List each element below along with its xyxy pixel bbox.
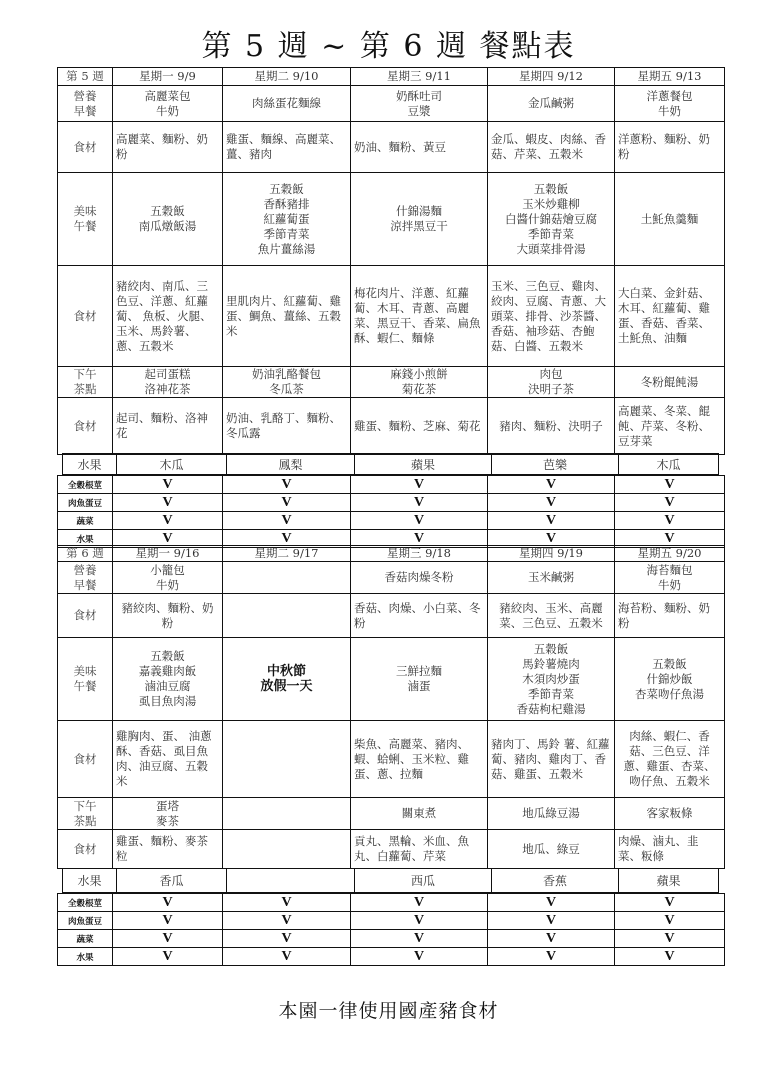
fruit-cell: 芭樂 bbox=[492, 454, 619, 475]
lunch-ingredients-cell: 雞胸肉、蛋、 油蔥酥、香菇、虱目魚肉、油豆腐、五穀米 bbox=[113, 721, 223, 798]
check-mark: V bbox=[223, 530, 351, 548]
day-header: 星期五 9/20 bbox=[615, 546, 725, 562]
row-label: 食材 bbox=[58, 830, 113, 869]
row-label: 下午 茶點 bbox=[58, 367, 113, 398]
breakfast-cell: 高麗菜包 牛奶 bbox=[113, 86, 223, 122]
snack-ingredients-row bbox=[58, 398, 725, 455]
lunch-ingredients-cell: 梅花肉片、洋蔥、紅蘿蔔、木耳、青蔥、高麗菜、黑豆干、香菜、扁魚酥、蝦仁、麵條 bbox=[351, 266, 488, 367]
check-mark: V bbox=[615, 512, 725, 530]
lunch-ingredients-row bbox=[58, 266, 725, 367]
row-label: 食材 bbox=[58, 398, 113, 455]
breakfast-ingredients-cell: 金瓜、蝦皮、肉絲、香菇、芹菜、五穀米 bbox=[488, 122, 615, 173]
food-group-row bbox=[58, 930, 725, 948]
check-mark: V bbox=[113, 530, 223, 548]
check-mark: V bbox=[223, 912, 351, 930]
row-label: 食材 bbox=[58, 594, 113, 638]
check-mark: V bbox=[223, 512, 351, 530]
lunch-ingredients-cell: 里肌肉片、紅蘿蔔、雞蛋、鯛魚、薑絲、五穀米 bbox=[223, 266, 351, 367]
check-mark: V bbox=[223, 894, 351, 912]
snack-ingredients-row bbox=[58, 830, 725, 869]
week-label: 第 6 週 bbox=[58, 546, 113, 562]
breakfast-cell: 玉米鹹粥 bbox=[488, 562, 615, 594]
lunch-ingredients-cell bbox=[223, 721, 351, 798]
lunch-cell: 五穀飯 什錦炒飯 杏菜吻仔魚湯 bbox=[615, 638, 725, 721]
day-header: 星期四 9/19 bbox=[488, 546, 615, 562]
check-mark: V bbox=[488, 930, 615, 948]
day-header: 星期五 9/13 bbox=[615, 68, 725, 86]
lunch-ingredients-row bbox=[58, 721, 725, 798]
check-mark: V bbox=[615, 930, 725, 948]
snack-cell: 冬粉餛飩湯 bbox=[615, 367, 725, 398]
snack-ingredients-cell: 雞蛋、麵粉、麥茶粒 bbox=[113, 830, 223, 869]
food-group-label: 水果 bbox=[58, 530, 113, 548]
lunch-ingredients-cell: 柴魚、高麗菜、豬肉、蝦、蛤蜊、玉米粒、雞蛋、蔥、拉麵 bbox=[351, 721, 488, 798]
fruit-cell: 木瓜 bbox=[117, 454, 227, 475]
breakfast-ingredients-cell: 雞蛋、麵線、高麗菜、薑、豬肉 bbox=[223, 122, 351, 173]
check-mark: V bbox=[351, 494, 488, 512]
row-label: 營養 早餐 bbox=[58, 562, 113, 594]
footer-note: 本園一律使用國產豬食材 bbox=[278, 1000, 499, 1022]
breakfast-ingredients-cell bbox=[223, 594, 351, 638]
lunch-ingredients-cell: 玉米、三色豆、雞肉、絞肉、豆腐、青蔥、大頭菜、排骨、沙茶醬、香菇、袖珍菇、杏鮑菇、白醬、五穀米 bbox=[488, 266, 615, 367]
breakfast-ingredients-cell: 香菇、肉燥、小白菜、冬粉 bbox=[351, 594, 488, 638]
week-5-menu-table bbox=[57, 67, 725, 455]
week-6-food-group-checks bbox=[57, 893, 725, 966]
breakfast-ingredients-row bbox=[58, 594, 725, 638]
snack-ingredients-cell: 肉燥、滷丸、韭菜、粄條 bbox=[615, 830, 725, 869]
snack-ingredients-cell: 起司、麵粉、洛神花 bbox=[113, 398, 223, 455]
snack-row bbox=[58, 798, 725, 830]
food-group-row bbox=[58, 512, 725, 530]
week-label: 第 5 週 bbox=[58, 68, 113, 86]
check-mark: V bbox=[351, 912, 488, 930]
check-mark: V bbox=[113, 948, 223, 966]
fruit-label: 水果 bbox=[63, 869, 117, 893]
check-mark: V bbox=[615, 476, 725, 494]
snack-ingredients-cell: 奶油、乳酪丁、麵粉、冬瓜露 bbox=[223, 398, 351, 455]
week-5-food-group-checks bbox=[57, 475, 725, 548]
breakfast-row bbox=[58, 562, 725, 594]
row-label: 美味 午餐 bbox=[58, 173, 113, 266]
fruit-label: 水果 bbox=[63, 454, 117, 475]
snack-cell: 肉包 決明子茶 bbox=[488, 367, 615, 398]
check-mark: V bbox=[488, 476, 615, 494]
food-group-row bbox=[58, 494, 725, 512]
snack-cell bbox=[223, 798, 351, 830]
breakfast-cell bbox=[223, 562, 351, 594]
food-group-label: 全穀根莖 bbox=[58, 476, 113, 494]
breakfast-cell: 海苔麵包 牛奶 bbox=[615, 562, 725, 594]
lunch-ingredients-cell: 大白菜、金針菇、木耳、紅蘿蔔、雞蛋、香菇、香菜、土魠魚、油麵 bbox=[615, 266, 725, 367]
fruit-row bbox=[63, 454, 719, 475]
check-mark: V bbox=[113, 494, 223, 512]
food-group-row bbox=[58, 912, 725, 930]
day-header-row bbox=[58, 546, 725, 562]
snack-ingredients-cell: 貢丸、黑輪、米血、魚丸、白蘿蔔、芹菜 bbox=[351, 830, 488, 869]
day-header: 星期一 9/16 bbox=[113, 546, 223, 562]
day-header-row bbox=[58, 68, 725, 86]
check-mark: V bbox=[351, 894, 488, 912]
lunch-cell: 什錦湯麵 涼拌黑豆干 bbox=[351, 173, 488, 266]
fruit-cell: 鳳梨 bbox=[227, 454, 355, 475]
fruit-cell: 木瓜 bbox=[619, 454, 719, 475]
check-mark: V bbox=[351, 930, 488, 948]
check-mark: V bbox=[488, 948, 615, 966]
lunch-cell: 土魠魚羹麵 bbox=[615, 173, 725, 266]
food-group-label: 蔬菜 bbox=[58, 930, 113, 948]
snack-ingredients-cell: 地瓜、綠豆 bbox=[488, 830, 615, 869]
lunch-cell: 五穀飯 玉米炒雞柳 白醬什錦菇燴豆腐 季節青菜 大頭菜排骨湯 bbox=[488, 173, 615, 266]
lunch-cell: 五穀飯 香酥豬排 紅蘿蔔蛋 季節青菜 魚片薑絲湯 bbox=[223, 173, 351, 266]
breakfast-row bbox=[58, 86, 725, 122]
check-mark: V bbox=[488, 894, 615, 912]
check-mark: V bbox=[488, 494, 615, 512]
breakfast-ingredients-cell: 奶油、麵粉、黃豆 bbox=[351, 122, 488, 173]
lunch-cell: 三鮮拉麵 滷蛋 bbox=[351, 638, 488, 721]
breakfast-ingredients-cell: 高麗菜、麵粉、奶粉 bbox=[113, 122, 223, 173]
snack-ingredients-cell: 豬肉、麵粉、決明子 bbox=[488, 398, 615, 455]
lunch-cell: 五穀飯 馬鈴薯燒肉 木須肉炒蛋 季節青菜 香菇枸杞雞湯 bbox=[488, 638, 615, 721]
breakfast-cell: 金瓜鹹粥 bbox=[488, 86, 615, 122]
check-mark: V bbox=[488, 512, 615, 530]
check-mark: V bbox=[615, 948, 725, 966]
snack-cell: 起司蛋糕 洛神花茶 bbox=[113, 367, 223, 398]
check-mark: V bbox=[351, 476, 488, 494]
check-mark: V bbox=[615, 530, 725, 548]
week-6-fruit-row bbox=[62, 868, 719, 893]
lunch-ingredients-cell: 豬絞肉、南瓜、三色豆、洋蔥、紅蘿蔔、 魚板、火腿、玉米、馬鈴薯、蔥、五穀米 bbox=[113, 266, 223, 367]
snack-cell: 關東煮 bbox=[351, 798, 488, 830]
week-5-fruit-row bbox=[62, 453, 719, 475]
lunch-ingredients-cell: 豬肉丁、馬鈴 薯、紅蘿蔔、豬肉、雞肉丁、香菇、雞蛋、五穀米 bbox=[488, 721, 615, 798]
food-group-label: 肉魚蛋豆 bbox=[58, 494, 113, 512]
lunch-cell: 中秋節 放假一天 bbox=[223, 638, 351, 721]
breakfast-ingredients-cell: 海苔粉、麵粉、奶粉 bbox=[615, 594, 725, 638]
lunch-ingredients-cell: 肉絲、蝦仁、香菇、三色豆、洋蔥、雞蛋、杏菜、吻仔魚、五穀米 bbox=[615, 721, 725, 798]
food-group-label: 蔬菜 bbox=[58, 512, 113, 530]
breakfast-cell: 肉絲蛋花麵線 bbox=[223, 86, 351, 122]
day-header: 星期一 9/9 bbox=[113, 68, 223, 86]
check-mark: V bbox=[351, 530, 488, 548]
check-mark: V bbox=[615, 494, 725, 512]
fruit-cell bbox=[227, 869, 355, 893]
fruit-row bbox=[63, 869, 719, 893]
breakfast-ingredients-cell: 豬絞肉、麵粉、奶粉 bbox=[113, 594, 223, 638]
check-mark: V bbox=[223, 494, 351, 512]
lunch-cell: 五穀飯 嘉義雞肉飯 滷油豆腐 虱目魚肉湯 bbox=[113, 638, 223, 721]
check-mark: V bbox=[351, 948, 488, 966]
breakfast-ingredients-row bbox=[58, 122, 725, 173]
breakfast-cell: 奶酥吐司 豆漿 bbox=[351, 86, 488, 122]
day-header: 星期二 9/17 bbox=[223, 546, 351, 562]
snack-ingredients-cell: 雞蛋、麵粉、芝麻、菊花 bbox=[351, 398, 488, 455]
day-header: 星期三 9/18 bbox=[351, 546, 488, 562]
row-label: 食材 bbox=[58, 721, 113, 798]
snack-ingredients-cell bbox=[223, 830, 351, 869]
check-mark: V bbox=[351, 512, 488, 530]
row-label: 美味 午餐 bbox=[58, 638, 113, 721]
check-mark: V bbox=[615, 912, 725, 930]
food-group-row bbox=[58, 894, 725, 912]
food-group-label: 水果 bbox=[58, 948, 113, 966]
fruit-cell: 西瓜 bbox=[355, 869, 492, 893]
check-mark: V bbox=[113, 476, 223, 494]
breakfast-cell: 香菇肉燥冬粉 bbox=[351, 562, 488, 594]
day-header: 星期二 9/10 bbox=[223, 68, 351, 86]
check-mark: V bbox=[113, 512, 223, 530]
food-group-label: 全穀根莖 bbox=[58, 894, 113, 912]
breakfast-ingredients-cell: 洋蔥粉、麵粉、奶粉 bbox=[615, 122, 725, 173]
row-label: 食材 bbox=[58, 266, 113, 367]
food-group-row bbox=[58, 948, 725, 966]
check-mark: V bbox=[223, 948, 351, 966]
fruit-cell: 蘋果 bbox=[619, 869, 719, 893]
lunch-row bbox=[58, 173, 725, 266]
check-mark: V bbox=[113, 912, 223, 930]
week-6-menu-table bbox=[57, 545, 725, 869]
check-mark: V bbox=[223, 930, 351, 948]
snack-cell: 蛋塔 麥茶 bbox=[113, 798, 223, 830]
check-mark: V bbox=[113, 930, 223, 948]
snack-cell: 麻錢小煎餅 菊花茶 bbox=[351, 367, 488, 398]
day-header: 星期三 9/11 bbox=[351, 68, 488, 86]
check-mark: V bbox=[615, 894, 725, 912]
row-label: 營養 早餐 bbox=[58, 86, 113, 122]
day-header: 星期四 9/12 bbox=[488, 68, 615, 86]
snack-cell: 地瓜綠豆湯 bbox=[488, 798, 615, 830]
breakfast-ingredients-cell: 豬絞肉、玉米、高麗菜、三色豆、五穀米 bbox=[488, 594, 615, 638]
food-group-row bbox=[58, 476, 725, 494]
row-label: 下午 茶點 bbox=[58, 798, 113, 830]
fruit-cell: 蘋果 bbox=[355, 454, 492, 475]
fruit-cell: 香瓜 bbox=[117, 869, 227, 893]
lunch-cell: 五穀飯 南瓜燉飯湯 bbox=[113, 173, 223, 266]
breakfast-cell: 洋蔥餐包 牛奶 bbox=[615, 86, 725, 122]
snack-ingredients-cell: 高麗菜、冬菜、餛飩、芹菜、冬粉、豆芽菜 bbox=[615, 398, 725, 455]
breakfast-cell: 小籠包 牛奶 bbox=[113, 562, 223, 594]
lunch-row bbox=[58, 638, 725, 721]
row-label: 食材 bbox=[58, 122, 113, 173]
snack-cell: 奶油乳酪餐包 冬瓜茶 bbox=[223, 367, 351, 398]
check-mark: V bbox=[488, 912, 615, 930]
snack-row bbox=[58, 367, 725, 398]
food-group-label: 肉魚蛋豆 bbox=[58, 912, 113, 930]
page-title: 第 5 週 ~ 第 6 週 餐點表 bbox=[201, 29, 576, 64]
snack-cell: 客家粄條 bbox=[615, 798, 725, 830]
check-mark: V bbox=[223, 476, 351, 494]
check-mark: V bbox=[488, 530, 615, 548]
fruit-cell: 香蕉 bbox=[492, 869, 619, 893]
check-mark: V bbox=[113, 894, 223, 912]
